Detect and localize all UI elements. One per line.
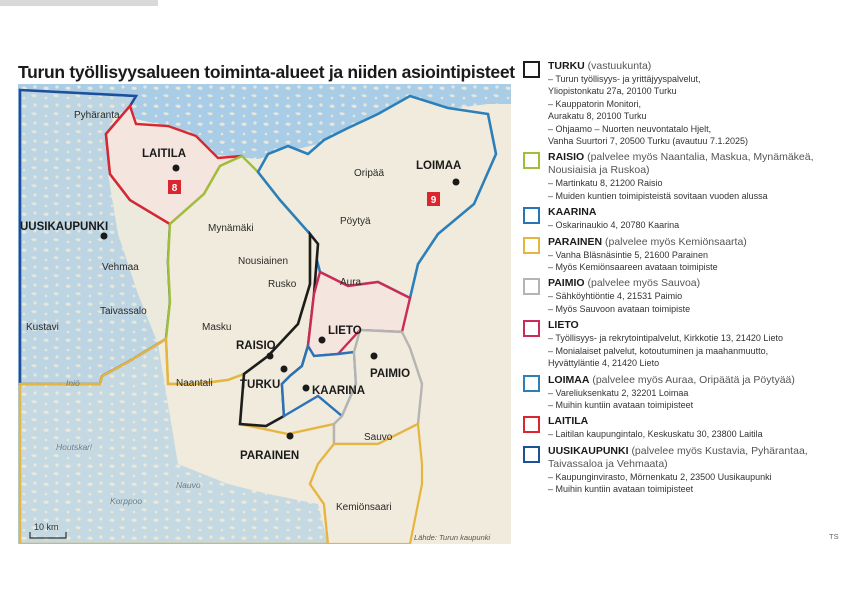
- legend-note: (palvelee myös Auraa, Oripäätä ja Pöytyää): [592, 373, 795, 386]
- label-mynamaki: Mynämäki: [208, 223, 254, 234]
- loimaa-badge-number: 9: [430, 195, 437, 206]
- legend-swatch-uusikaupunki: [523, 446, 540, 463]
- legend-name: LIETO: [548, 319, 579, 332]
- legend-line: – Laitilan kaupungintalo, Keskuskatu 30, 23800 Laitila: [548, 429, 763, 440]
- label-taivassalo: Taivassalo: [100, 306, 147, 317]
- label-lieto: LIETO: [328, 325, 362, 337]
- legend-item-raisio: [523, 151, 841, 202]
- legend-note: (vastuukunta): [587, 60, 652, 72]
- uusikaupunki-dot: [101, 233, 108, 240]
- legend-heading: [548, 277, 841, 290]
- legend-name: LOIMAA: [548, 373, 590, 386]
- legend-line: Aurakatu 8, 20100 Turku: [548, 111, 647, 122]
- legend-name: UUSIKAUPUNKI: [548, 444, 629, 457]
- legend-item-laitila: [523, 415, 841, 440]
- label-aura: Aura: [340, 277, 362, 288]
- legend-swatch-parainen: [523, 237, 540, 254]
- legend-heading: [548, 374, 841, 387]
- label-raisio: RAISIO: [236, 340, 276, 352]
- legend-line: – Monialaiset palvelut, kotoutuminen ja maahanmuutto,: [548, 345, 769, 356]
- raisio-dot: [267, 353, 274, 360]
- legend-line: – Turun työllisyys- ja yrittäjyyspalvelut,: [548, 74, 701, 84]
- label-masku: Masku: [202, 322, 232, 333]
- legend-item-lieto: [523, 319, 841, 369]
- legend-heading: [548, 445, 841, 458]
- legend-note: (palvelee myös Kemiönsaarta): [604, 235, 747, 248]
- legend-item-kaarina: [523, 206, 841, 231]
- legend-note: (palvelee myös Kustavia, Pyhärantaa,: [631, 444, 808, 457]
- label-inio: Iniö: [66, 378, 80, 388]
- legend-swatch-kaarina: [523, 207, 540, 224]
- legend-heading: [548, 415, 841, 428]
- legend-line: – Myös Sauvoon avataan toimipiste: [548, 303, 691, 314]
- legend-line: – Muiden kuntien toimipisteistä sovitaan vuoden alussa: [548, 190, 768, 201]
- legend-line: – Muihin kuntiin avataan toimipisteet: [548, 399, 694, 410]
- legend-note: (palvelee myös Sauvoa): [587, 277, 701, 290]
- top-bar-decoration: [0, 0, 158, 6]
- legend-item-uusikaupunki: [523, 445, 841, 496]
- label-oripaa: Oripää: [354, 168, 385, 179]
- label-loimaa: LOIMAA: [416, 160, 462, 172]
- legend-heading: [548, 236, 841, 249]
- lieto-dot: [319, 337, 326, 344]
- map-source: Lähde: Turun kaupunki: [414, 533, 491, 542]
- legend-line: – Vareliuksenkatu 2, 32201 Loimaa: [548, 387, 689, 398]
- legend-line: – Martinkatu 8, 21200 Raisio: [548, 178, 663, 189]
- turku-dot: [281, 366, 288, 373]
- label-parainen: PARAINEN: [240, 450, 300, 462]
- legend-note: (palvelee myös Naantalia, Maskua, Mynämäkeä,: [587, 151, 814, 164]
- legend-heading: [548, 319, 841, 332]
- legend-item-parainen: [523, 236, 841, 274]
- legend-swatch-loimaa: [523, 375, 540, 392]
- kaarina-dot: [303, 385, 310, 392]
- legend-line: – Työllisyys- ja rekrytointipalvelut, Kirkkotie 13, 21420 Lieto: [548, 333, 783, 344]
- legend-name: PAIMIO: [548, 277, 585, 290]
- legend-name: TURKU: [548, 60, 585, 72]
- legend-note-continued: Taivassaloa ja Vehmaata): [548, 457, 668, 470]
- label-kemionsaari: Kemiönsaari: [336, 502, 392, 513]
- label-rusko: Rusko: [268, 279, 297, 290]
- legend-line: Hyvättyläntie 4, 21420 Lieto: [548, 358, 660, 369]
- scale-label: 10 km: [34, 522, 59, 532]
- legend-swatch-raisio: [523, 152, 540, 169]
- label-korppoo: Korppoo: [110, 496, 143, 506]
- label-naantali: Naantali: [176, 378, 213, 389]
- legend-swatch-paimio: [523, 278, 540, 295]
- legend-line: – Kaupunginvirasto, Mörnenkatu 2, 23500 Uusikaupunki: [548, 471, 772, 482]
- legend-line: – Oskarinaukio 4, 20780 Kaarina: [548, 220, 680, 231]
- label-nauvo: Nauvo: [176, 480, 201, 490]
- label-vehmaa: Vehmaa: [102, 262, 139, 273]
- laitila-dot: [173, 165, 180, 172]
- legend-name: RAISIO: [548, 151, 585, 164]
- label-houtskari: Houtskari: [56, 442, 92, 452]
- legend-item-turku: [523, 60, 841, 147]
- label-kaarina: KAARINA: [312, 385, 366, 397]
- label-sauvo: Sauvo: [364, 432, 393, 443]
- label-pyharanta: Pyhäranta: [74, 110, 120, 121]
- legend-swatch-lieto: [523, 320, 540, 337]
- legend-swatch-turku: [523, 61, 540, 78]
- legend-line: – Ohjaamo – Nuorten neuvontatalo Hjelt,: [548, 123, 712, 134]
- legend-line: – Vanha Bläsnäsintie 5, 21600 Parainen: [548, 249, 708, 260]
- legend-name: PARAINEN: [548, 235, 603, 248]
- credit: TS: [829, 532, 839, 541]
- loimaa-dot: [453, 179, 460, 186]
- laitila-badge-number: 8: [171, 183, 178, 194]
- legend: [523, 60, 841, 500]
- legend-name: LAITILA: [548, 415, 589, 428]
- parainen-dot: [287, 433, 294, 440]
- legend-item-loimaa: [523, 374, 841, 412]
- label-turku: TURKU: [240, 379, 281, 391]
- label-kustavi: Kustavi: [26, 322, 59, 333]
- label-nousiainen: Nousiainen: [238, 256, 289, 267]
- label-laitila: LAITILA: [142, 148, 187, 160]
- legend-swatch-laitila: [523, 416, 540, 433]
- legend-line: – Muihin kuntiin avataan toimipisteet: [548, 484, 694, 495]
- legend-heading: [548, 60, 841, 73]
- map-title: Turun työllisyysalueen toiminta-alueet ja niiden asiointipisteet: [18, 62, 515, 82]
- legend-name: KAARINA: [548, 206, 597, 219]
- legend-line: – Kauppatorin Monitori,: [548, 98, 642, 109]
- label-uusikaupunki: UUSIKAUPUNKI: [20, 221, 109, 233]
- legend-note-continued: Nousiaisia ja Ruskoa): [548, 164, 650, 177]
- label-poytya: Pöytyä: [340, 216, 371, 227]
- legend-heading: [548, 151, 841, 164]
- region-map: [18, 84, 511, 544]
- legend-line: – Sähköyhtiöntie 4, 21531 Paimio: [548, 291, 683, 302]
- label-paimio: PAIMIO: [370, 368, 411, 380]
- legend-line: Yliopistonkatu 27a, 20100 Turku: [548, 86, 677, 97]
- legend-line: – Myös Kemiönsaareen avataan toimipiste: [548, 262, 718, 273]
- legend-line: Vanha Suurtori 7, 20500 Turku (avautuu 7.1.2025): [548, 136, 748, 147]
- paimio-dot: [371, 353, 378, 360]
- legend-heading: [548, 206, 841, 219]
- legend-item-paimio: [523, 277, 841, 315]
